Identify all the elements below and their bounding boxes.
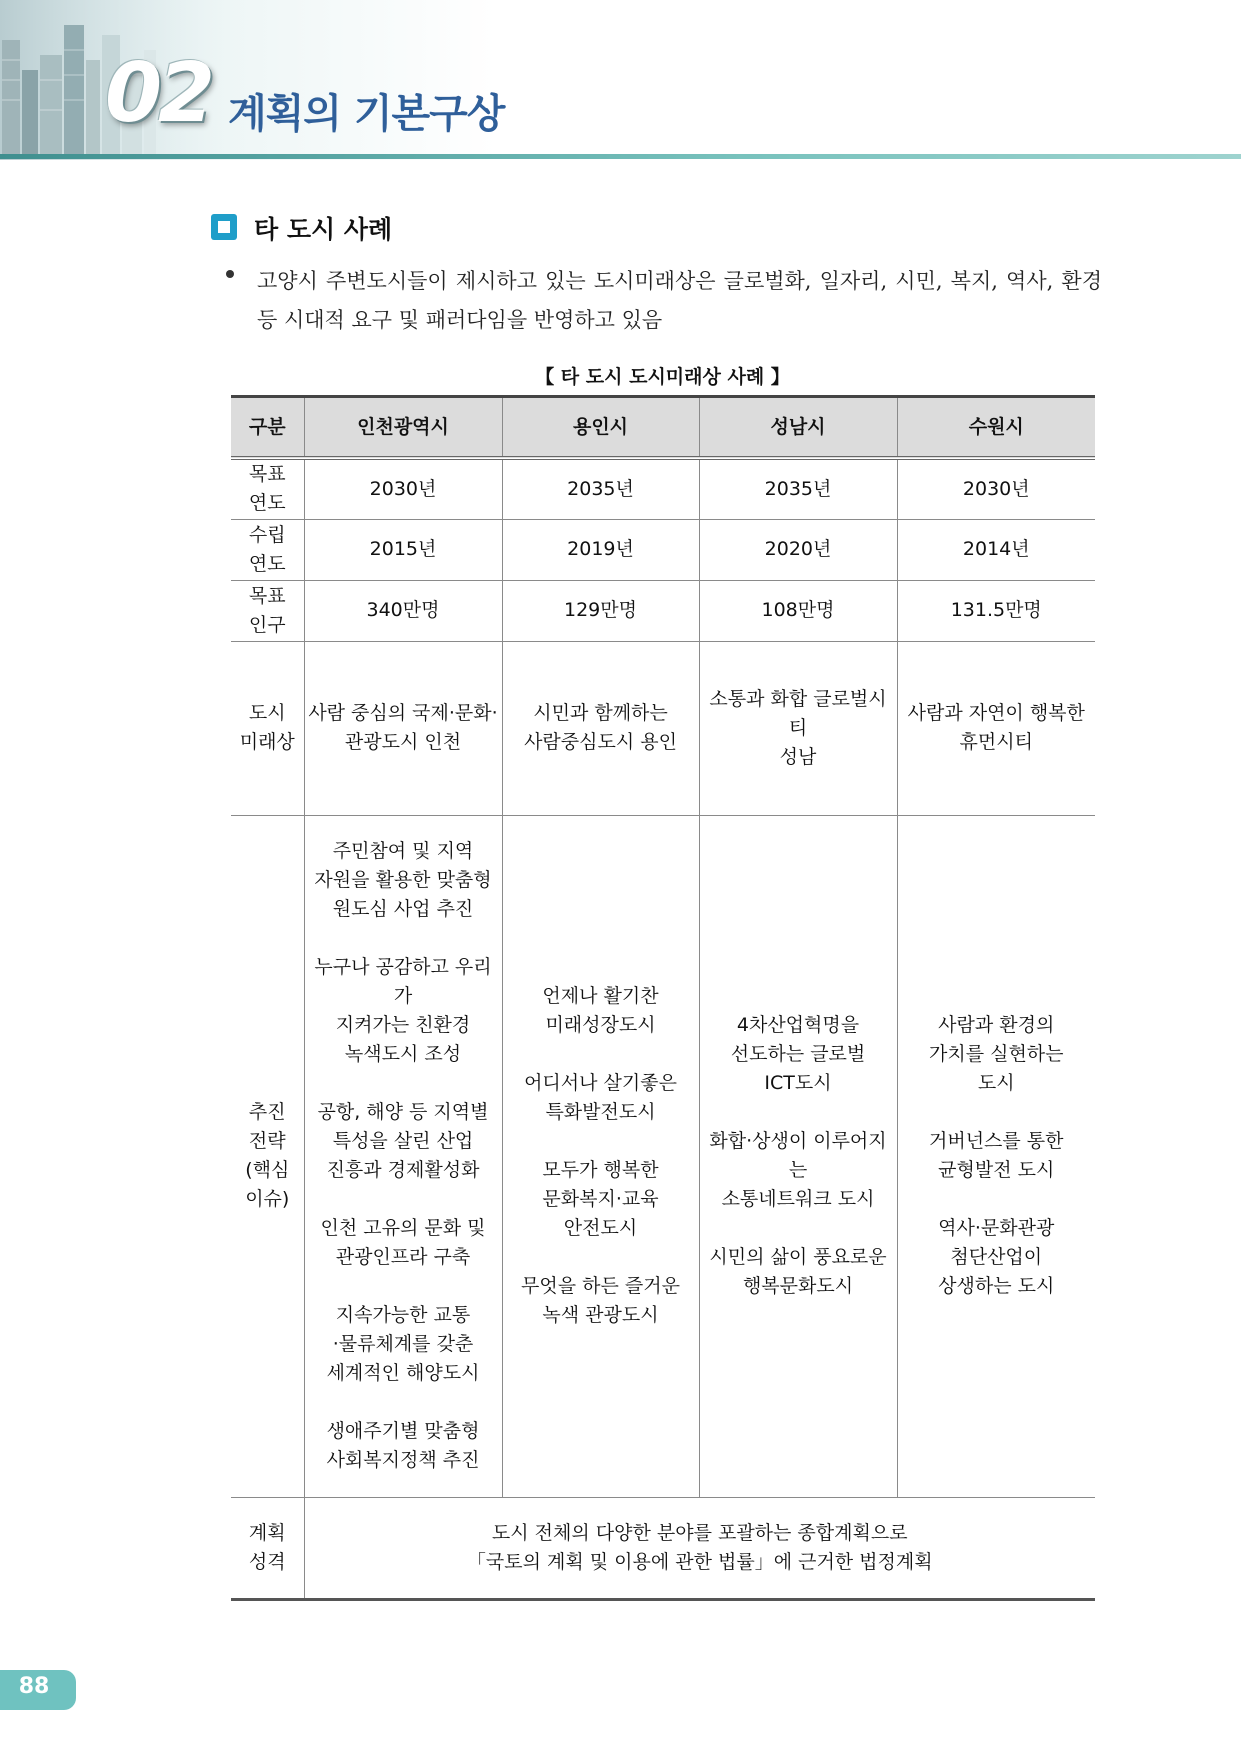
chapter-title: 계획의 기본구상	[228, 91, 505, 137]
table-row	[231, 815, 1095, 1497]
strategy-item: 어디서나 살기좋은 특화발전도시	[524, 1072, 677, 1123]
table-cell: 2019년	[502, 519, 699, 580]
page-number: 88	[18, 1674, 50, 1699]
table-cell: 2020년	[699, 519, 897, 580]
table-cell: 사람 중심의 국제·문화· 관광도시 인천	[304, 641, 502, 815]
row-label: 수립 연도	[231, 519, 304, 580]
row-label: 도시 미래상	[231, 641, 304, 815]
strategy-item: 언제나 활기찬 미래성장도시	[542, 985, 659, 1036]
table-row	[231, 458, 1095, 519]
section-square-icon	[211, 214, 237, 240]
strategy-item: 누구나 공감하고 우리가 지켜가는 친환경 녹색도시 조성	[314, 956, 492, 1065]
section-title: 타 도시 사례	[254, 215, 393, 244]
chapter-header	[0, 0, 1241, 165]
table-cell: 129만명	[502, 580, 699, 641]
table-cell: 2014년	[897, 519, 1095, 580]
bullet-paragraph: 고양시 주변도시들이 제시하고 있는 도시미래상은 글로벌화, 일자리, 시민, 복지, 역사, 환경 등 시대적 요구 및 패러다임을 반영하고 있음	[257, 269, 1102, 332]
chapter-number: 02	[105, 46, 212, 141]
table-cell	[699, 815, 897, 1497]
column-header: 성남시	[699, 397, 897, 459]
table-row	[231, 1497, 1095, 1599]
bullet-icon	[226, 270, 234, 278]
column-header: 수원시	[897, 397, 1095, 459]
table-cell: 340만명	[304, 580, 502, 641]
row-label: 추진 전략 (핵심 이슈)	[231, 815, 304, 1497]
column-header: 용인시	[502, 397, 699, 459]
table-cell: 2015년	[304, 519, 502, 580]
table-cell	[897, 815, 1095, 1497]
table-cell: 시민과 함께하는 사람중심도시 용인	[502, 641, 699, 815]
header-divider	[0, 154, 1241, 159]
table-cell	[304, 815, 502, 1497]
table-cell: 소통과 화합 글로벌시티 성남	[699, 641, 897, 815]
column-header: 인천광역시	[304, 397, 502, 459]
city-vision-table	[231, 395, 1095, 1601]
strategy-item: 시민의 삶이 풍요로운 행복문화도시	[709, 1246, 887, 1297]
table-cell	[502, 815, 699, 1497]
column-header: 구분	[231, 397, 304, 459]
strategy-item: 무엇을 하든 즐거운 녹색 관광도시	[521, 1275, 680, 1326]
row-label: 계획 성격	[231, 1497, 304, 1599]
row-label: 목표 연도	[231, 458, 304, 519]
table-caption: 【 타 도시 도시미래상 사례 】	[535, 366, 790, 388]
table-cell: 108만명	[699, 580, 897, 641]
strategy-item: 4차산업혁명을 선도하는 글로벌 ICT도시	[730, 1014, 866, 1094]
strategy-item: 주민참여 및 지역 자원을 활용한 맞춤형 원도심 사업 추진	[314, 840, 492, 920]
strategy-item: 모두가 행복한 문화복지·교육 안전도시	[542, 1159, 659, 1239]
row-label: 목표 인구	[231, 580, 304, 641]
table-row	[231, 580, 1095, 641]
strategy-item: 역사·문화관광 첨단산업이 상생하는 도시	[938, 1217, 1055, 1297]
strategy-item: 거버넌스를 통한 균형발전 도시	[928, 1130, 1064, 1181]
table-row	[231, 641, 1095, 815]
strategy-item: 생애주기별 맞춤형 사회복지정책 추진	[326, 1420, 480, 1471]
table-cell-merged: 도시 전체의 다양한 분야를 포괄하는 종합계획으로 「국토의 계획 및 이용에 관한 법률」에 근거한 법정계획	[304, 1497, 1095, 1599]
table-row	[231, 519, 1095, 580]
strategy-item: 공항, 해양 등 지역별 특성을 살린 산업 진흥과 경제활성화	[317, 1101, 489, 1181]
strategy-item: 인천 고유의 문화 및 관광인프라 구축	[320, 1217, 486, 1268]
table-cell: 2030년	[304, 458, 502, 519]
strategy-item: 사람과 환경의 가치를 실현하는 도시	[928, 1014, 1064, 1094]
table-cell: 사람과 자연이 행복한 휴먼시티	[897, 641, 1095, 815]
table-cell: 2030년	[897, 458, 1095, 519]
strategy-item: 지속가능한 교통 ·물류체계를 갖춘 세계적인 해양도시	[326, 1304, 480, 1384]
table-header-row	[231, 397, 1095, 459]
table-cell: 131.5만명	[897, 580, 1095, 641]
table-cell: 2035년	[699, 458, 897, 519]
table-cell: 2035년	[502, 458, 699, 519]
strategy-item: 화합·상생이 이루어지는 소통네트워크 도시	[709, 1130, 887, 1210]
